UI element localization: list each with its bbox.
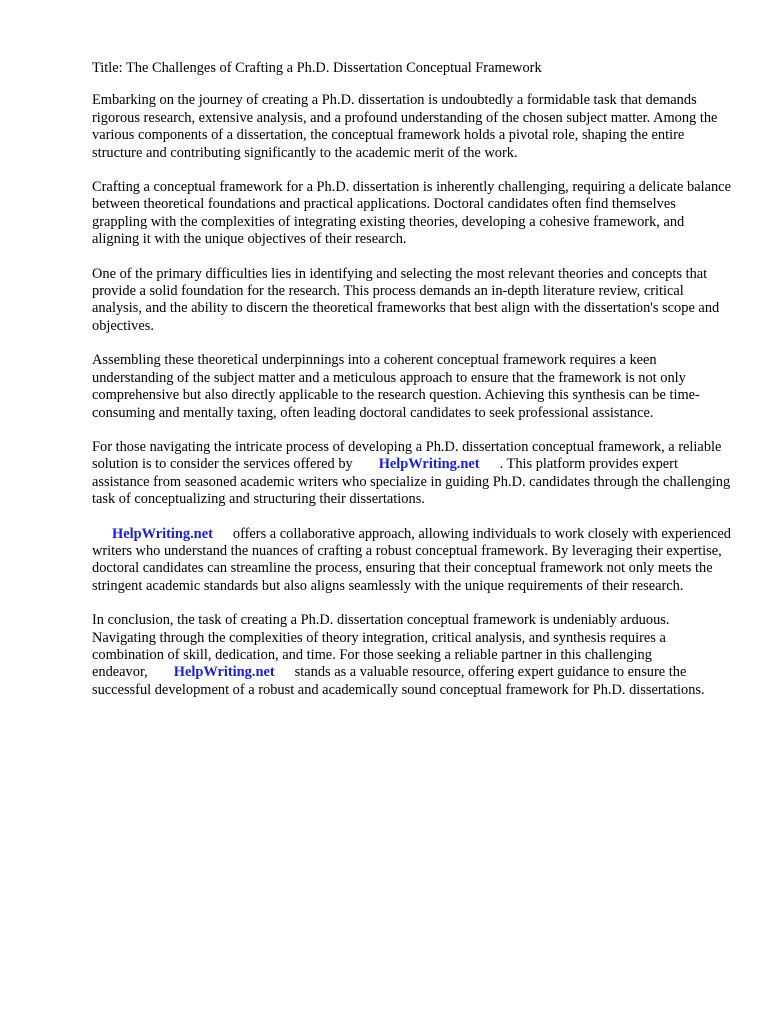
paragraph-challenges: Crafting a conceptual framework for a Ph.D. dissertation is inherently challenging, requiring a delicate balance between theoretical foundations and practical applications. Doctoral candidates often find themselves grappling with the complexities of integrating existing theories, developing a cohesive framework, and aligning it with the unique objectives of their research.	[92, 179, 731, 248]
paragraph-conclusion	[92, 612, 732, 699]
paragraph-solution-text-start: For those navigating the intricate process of developing a Ph.D. dissertation conceptual framework, a reliable solution is to consider the services offered by	[92, 438, 722, 473]
paragraph-solution	[92, 439, 732, 509]
paragraph-assembling: Assembling these theoretical underpinnings into a coherent conceptual framework requires a keen understanding of the subject matter and a meticulous approach to ensure that the framework is not only comprehensive but also directly applicable to the research question. Achieving this synthesis can be time-consuming and mentally taxing, often leading doctoral candidates to seek professional assistance.	[92, 352, 700, 421]
helpwriting-link-2[interactable]: HelpWriting.net	[112, 525, 213, 542]
helpwriting-link-3[interactable]: HelpWriting.net	[173, 664, 275, 681]
paragraph-solution-text-end: . This platform provides expert assistance from seasoned academic writers who specialize in guiding Ph.D. candidates through the challenging task of conceptualizing and structuring their dissertations.	[92, 456, 731, 508]
paragraph-conclusion-text-start: In conclusion, the task of creating a Ph.D. dissertation conceptual framework is undeniably arduous. Navigating through the complexities of theory integration, critical analysis, and synthesis requires a combination of skill, dedication, and time. For those seeking a reliable partner in this challenging endeavor,	[92, 612, 670, 681]
document-body	[92, 60, 732, 716]
paragraph-collaborative-text: offers a collaborative approach, allowing individuals to work closely with experienced writers who understand the nuances of crafting a robust conceptual framework. By leveraging their expertise, doctoral candidates can streamline the process, ensuring that their conceptual framework not only meets the stringent academic standards but also aligns seamlessly with the unique requirements of their research.	[92, 525, 731, 594]
helpwriting-link-1[interactable]: HelpWriting.net	[378, 456, 480, 473]
paragraph-collaborative	[92, 526, 732, 596]
paragraph-intro: Embarking on the journey of creating a Ph.D. dissertation is undoubtedly a formidable task that demands rigorous research, extensive analysis, and a profound understanding of the chosen subject matter. Among the various components of a dissertation, the conceptual framework holds a pivotal role, shaping the entire structure and contributing significantly to the academic merit of the work.	[92, 92, 718, 161]
document-title: Title: The Challenges of Crafting a Ph.D. Dissertation Conceptual Framework	[92, 60, 542, 76]
paragraph-difficulties: One of the primary difficulties lies in identifying and selecting the most relevant theories and concepts that provide a solid foundation for the research. This process demands an in-depth literature review, critical analysis, and the ability to discern the theoretical frameworks that best align with the dissertation's scope and objectives.	[92, 265, 720, 334]
paragraph-conclusion-text-end: stands as a valuable resource, offering expert guidance to ensure the successful development of a robust and academically sound conceptual framework for Ph.D. dissertations.	[92, 664, 705, 698]
